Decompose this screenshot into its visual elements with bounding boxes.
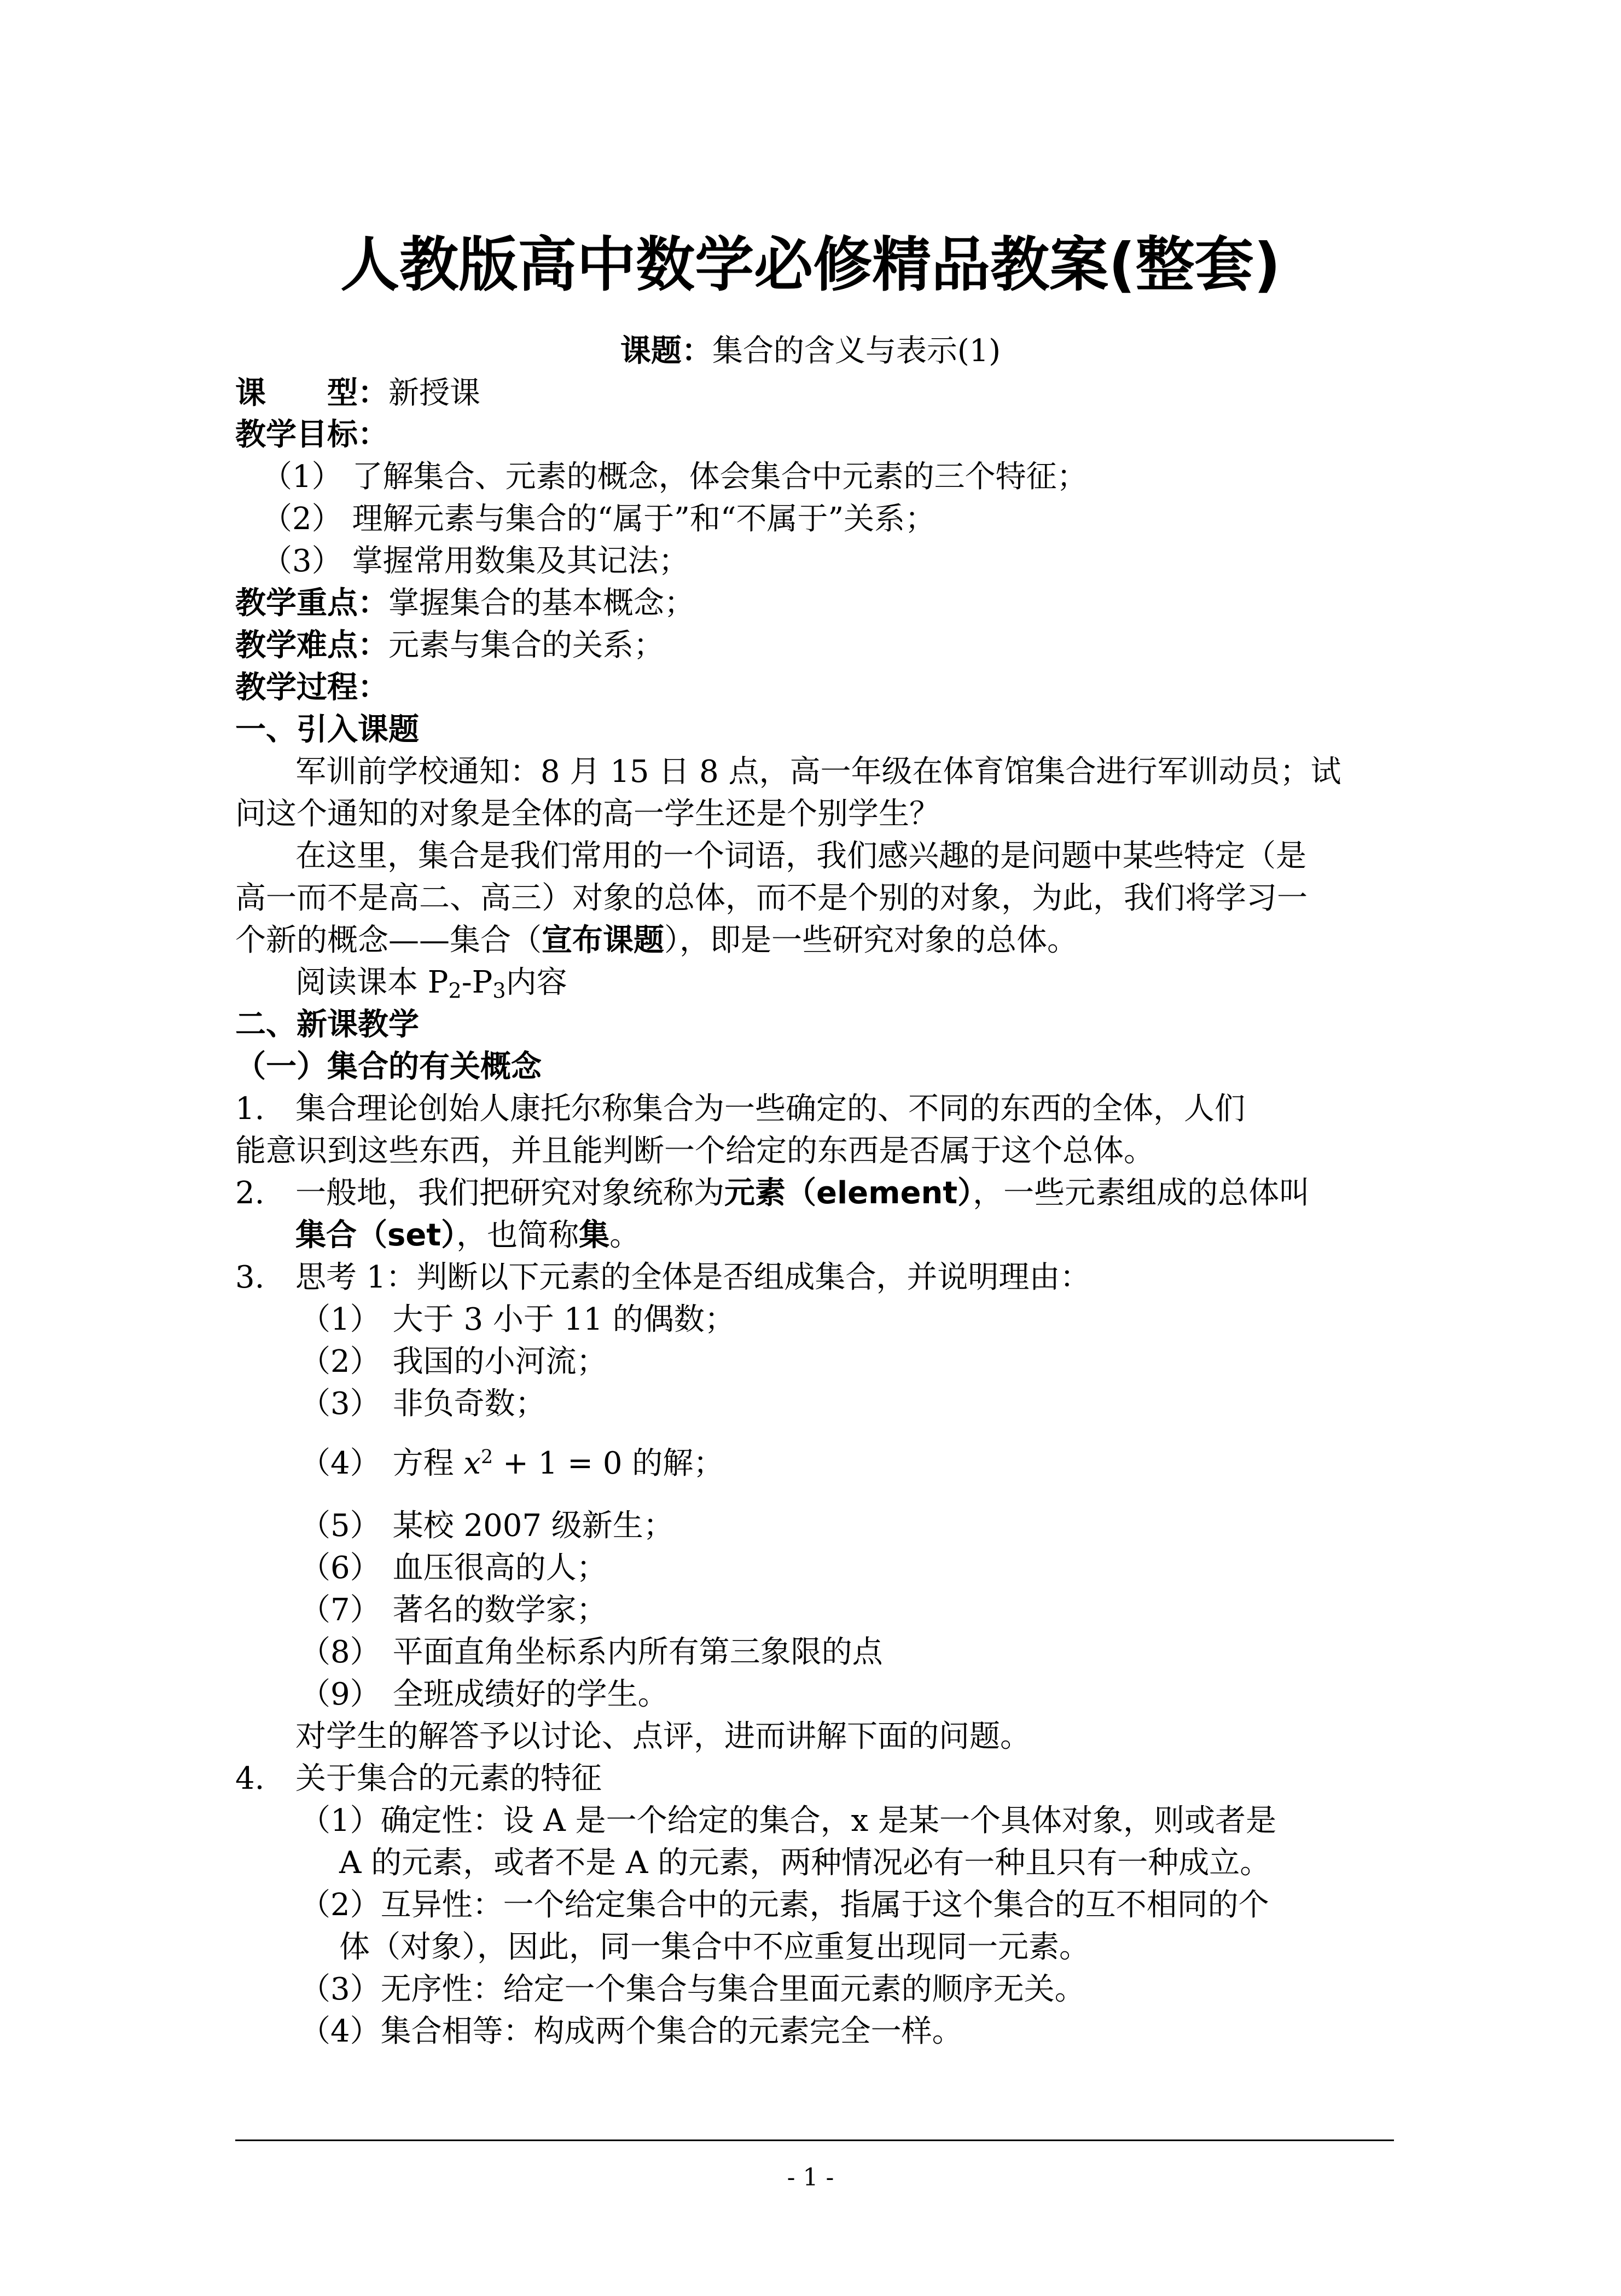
think-item — [300, 1589, 607, 1632]
think-text: 方程 — [392, 1446, 464, 1482]
math-equation: + 1 = 0 — [493, 1446, 623, 1482]
think-text: 著名的数学家； — [392, 1592, 607, 1628]
document-title: 人教版高中数学必修精品教案(整套) — [340, 231, 1281, 299]
section-heading: 一、引入课题 — [235, 712, 419, 747]
feature-line: 体（对象），因此，同一集合中不应重复出现同一元素。 — [339, 1929, 1090, 1965]
think-text: 大于 3 小于 11 的偶数； — [392, 1302, 735, 1337]
paragraph-line: 军训前学校通知：8 月 15 日 8 点，高一年级在体育馆集合进行军训动员；试 — [295, 754, 1341, 790]
process-heading: 教学过程： — [235, 670, 388, 705]
text-run: ，一些元素组成的总体叫 — [973, 1175, 1310, 1211]
subscript: 2 — [448, 978, 462, 1003]
feature-line: （3）无序性：给定一个集合与集合里面元素的顺序无关。 — [300, 1972, 1085, 2007]
paragraph-line: 在这里，集合是我们常用的一个词语，我们感兴趣的是问题中某些特定（是 — [295, 838, 1306, 874]
feature-line: （4）集合相等：构成两个集合的元素完全一样。 — [300, 2014, 963, 2049]
think-text: 血压很高的人； — [392, 1550, 607, 1586]
think-item — [300, 1673, 669, 1716]
subsection-heading: （一）集合的有关概念 — [235, 1049, 542, 1085]
paragraph-line: 集合理论创始人康托尔称集合为一些确定的、不同的东西的全体，人们 — [295, 1091, 1245, 1127]
lesson-type-label: 课 型： — [235, 375, 388, 411]
text-run: 个新的概念——集合（ — [235, 923, 542, 958]
objectives-heading: 教学目标： — [235, 417, 388, 453]
think-item — [300, 1505, 674, 1547]
objective-item — [262, 498, 936, 541]
key-point-label: 教学重点： — [235, 585, 388, 621]
objective-text: 了解集合、元素的概念，体会集合中元素的三个特征； — [352, 459, 1088, 495]
text-run: ），即是一些研究对象的总体。 — [664, 923, 1078, 958]
math-variable: x — [463, 1446, 481, 1482]
term-set: 集合（set） — [295, 1217, 457, 1253]
think-num: （7） — [300, 1592, 381, 1628]
feature-line: （2）互异性：一个给定集合中的元素，指属于这个集合的互不相同的个 — [300, 1887, 1269, 1923]
think-item — [300, 1631, 883, 1674]
term-element: 元素（element） — [724, 1175, 973, 1211]
lesson-type — [235, 372, 480, 415]
text-run: -P — [461, 965, 493, 1000]
term-ji: 集 — [579, 1217, 610, 1253]
think-text: 某校 2007 级新生； — [392, 1508, 674, 1544]
list-num: 3. — [235, 1260, 265, 1295]
think-item — [300, 1436, 724, 1485]
paragraph-line — [235, 919, 1078, 962]
paragraph-line — [295, 1172, 1310, 1215]
objective-text: 理解元素与集合的“属于”和“不属于”关系； — [352, 501, 936, 537]
footer-divider — [235, 2140, 1394, 2141]
text-run: 。 — [609, 1217, 641, 1253]
think-text: 非负奇数； — [392, 1386, 546, 1422]
paragraph-line: 关于集合的元素的特征 — [295, 1761, 602, 1796]
think-text: 的解； — [622, 1446, 724, 1482]
think-num: （8） — [300, 1634, 381, 1670]
paragraph-line — [295, 1214, 640, 1257]
page-number: - 1 - — [787, 2164, 834, 2191]
paragraph-line: 对学生的解答予以讨论、点评，进而讲解下面的问题。 — [295, 1719, 1031, 1754]
objective-item — [262, 456, 1088, 498]
objective-item — [262, 540, 689, 583]
feature-line: （1）确定性：设 A 是一个给定的集合，x 是某一个具体对象，则或者是 — [300, 1803, 1277, 1839]
difficulty-text: 元素与集合的关系； — [388, 628, 664, 663]
objective-num: （3） — [262, 543, 342, 579]
section-heading: 二、新课教学 — [235, 1007, 419, 1042]
announce-topic-emphasis: 宣布课题 — [542, 923, 664, 958]
think-num: （3） — [300, 1386, 381, 1422]
think-item — [300, 1341, 607, 1383]
think-num: （9） — [300, 1677, 381, 1712]
think-num: （4） — [300, 1446, 381, 1482]
paragraph-line: 思考 1：判断以下元素的全体是否组成集合，并说明理由： — [295, 1260, 1091, 1295]
think-num: （2） — [300, 1344, 381, 1379]
lesson-type-text: 新授课 — [388, 375, 480, 411]
text-run: 阅读课本 P — [295, 965, 449, 1000]
paragraph-line: 高一而不是高二、高三）对象的总体，而不是个别的对象，为此，我们将学习一 — [235, 880, 1308, 916]
think-text: 平面直角坐标系内所有第三象限的点 — [392, 1634, 883, 1670]
key-point — [235, 582, 695, 625]
think-num: （1） — [300, 1302, 381, 1337]
think-item — [300, 1298, 735, 1341]
subscript: 3 — [492, 978, 506, 1003]
text-run: ，也简称 — [456, 1217, 579, 1253]
think-num: （6） — [300, 1550, 381, 1586]
feature-line: A 的元素，或者不是 A 的元素，两种情况必有一种且只有一种成立。 — [339, 1845, 1271, 1881]
lesson-topic-label: 课题： — [620, 333, 712, 369]
list-num: 4. — [235, 1761, 265, 1796]
lesson-topic — [0, 330, 1621, 373]
text-run: 内容 — [506, 965, 567, 1000]
think-text: 我国的小河流； — [392, 1344, 607, 1379]
math-exponent: 2 — [481, 1446, 493, 1468]
objective-num: （2） — [262, 501, 342, 537]
text-run: 一般地，我们把研究对象统称为 — [295, 1175, 724, 1211]
lesson-topic-text: 集合的含义与表示(1) — [712, 333, 1001, 369]
objective-num: （1） — [262, 459, 342, 495]
paragraph-line: 问这个通知的对象是全体的高一学生还是个别学生？ — [235, 796, 940, 832]
key-point-text: 掌握集合的基本概念； — [388, 585, 695, 621]
think-item — [300, 1383, 546, 1425]
list-num: 2. — [235, 1175, 265, 1211]
think-num: （5） — [300, 1508, 381, 1544]
list-num: 1. — [235, 1091, 265, 1127]
difficulty-label: 教学难点： — [235, 628, 388, 663]
think-text: 全班成绩好的学生。 — [392, 1677, 669, 1712]
objective-text: 掌握常用数集及其记法； — [352, 543, 689, 579]
paragraph-line: 能意识到这些东西，并且能判断一个给定的东西是否属于这个总体。 — [235, 1133, 1154, 1169]
difficulty — [235, 624, 664, 667]
think-item — [300, 1547, 607, 1590]
